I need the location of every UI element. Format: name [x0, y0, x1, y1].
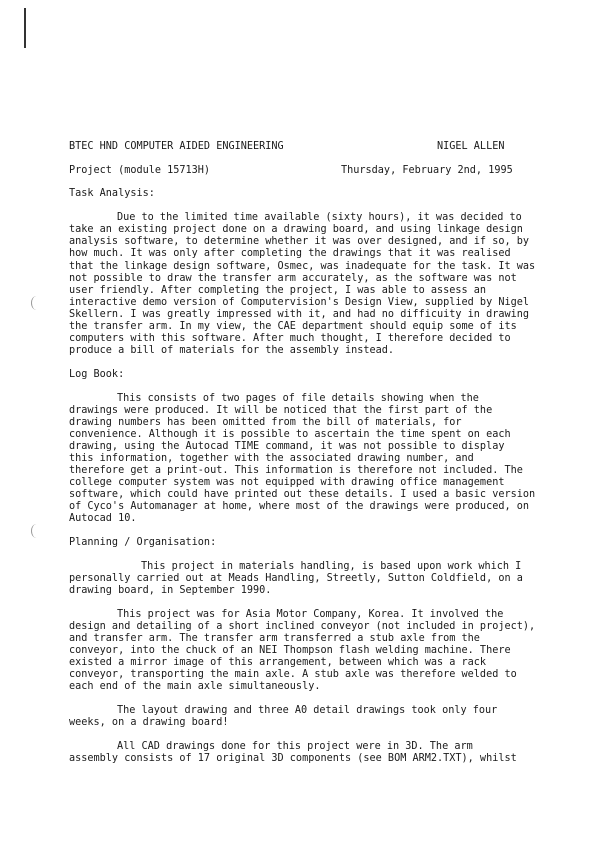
- paragraph-line: design and detailing of a short inclined conveyor (not included in project),: [69, 621, 536, 632]
- paragraph-line: Skellern. I was greatly impressed with it, and had no difficuity in drawing: [69, 309, 530, 320]
- section-heading-task-analysis: Task Analysis:: [69, 188, 155, 199]
- paragraph-line: conveyor, transporting the main axle. A stub axle was therefore welded to: [69, 669, 517, 680]
- paragraph-line: how much. It was only after completing the drawings that it was realised: [69, 248, 511, 259]
- section-heading-planning: Planning / Organisation:: [69, 537, 217, 548]
- paragraph-line: drawings were produced. It will be noticed that the first part of the: [69, 405, 493, 416]
- paragraph-line: drawing board, in September 1990.: [69, 585, 272, 596]
- paragraph-line: personally carried out at Meads Handling, Streetly, Sutton Coldfield, on a: [69, 573, 523, 584]
- paragraph-line: produce a bill of materials for the assembly instead.: [69, 345, 395, 356]
- paragraph-line: computers with this software. After much thought, I therefore decided to: [69, 333, 511, 344]
- paragraph-line: Autocad 10.: [69, 513, 137, 524]
- section-heading-log-book: Log Book:: [69, 369, 125, 380]
- paragraph-line: user friendly. After completing the project, I was able to assess an: [69, 285, 487, 296]
- paragraph-line: convenience. Although it is possible to ascertain the time spent on each: [69, 429, 511, 440]
- document-date: Thursday, February 2nd, 1995: [341, 165, 513, 176]
- paragraph-line: drawing numbers has been omitted from the bill of materials, for: [69, 417, 462, 428]
- paragraph-line: This project was for Asia Motor Company, Korea. It involved the: [117, 609, 504, 620]
- paragraph-line: This consists of two pages of file details showing when the: [117, 393, 479, 404]
- paragraph-line: college computer system was not equipped with drawing office management: [69, 477, 505, 488]
- paragraph-line: analysis software, to determine whether it was over designed, and if so, by: [69, 236, 530, 247]
- paragraph-line: software, which could have printed out these details. I used a basic version: [69, 489, 536, 500]
- paragraph-line: existed a mirror image of this arrangement, between which was a rack: [69, 657, 487, 668]
- margin-mark: [24, 8, 26, 48]
- paragraph-line: interactive demo version of Computervision's Design View, supplied by Nigel: [69, 297, 530, 308]
- paragraph-line: not possible to draw the transfer arm accurately, as the software was not: [69, 273, 517, 284]
- punch-hole-mark: [31, 296, 42, 310]
- paragraph-line: weeks, on a drawing board!: [69, 717, 229, 728]
- paragraph-line: and transfer arm. The transfer arm transferred a stub axle from the: [69, 633, 480, 644]
- paragraph-line: assembly consists of 17 original 3D components (see BOM ARM2.TXT), whilst: [69, 753, 517, 764]
- paragraph-line: Due to the limited time available (sixty hours), it was decided to: [117, 212, 522, 223]
- paragraph-line: this information, together with the associated drawing number, and: [69, 453, 474, 464]
- paragraph-line: of Cyco's Automanager at home, where most of the drawings were produced, on: [69, 501, 530, 512]
- course-title: BTEC HND COMPUTER AIDED ENGINEERING: [69, 141, 284, 152]
- punch-hole-mark: [31, 524, 42, 538]
- paragraph-line: therefore get a print-out. This information is therefore not included. The: [69, 465, 523, 476]
- paragraph-line: This project in materials handling, is based upon work which I: [141, 561, 522, 572]
- project-module: Project (module 15713H): [69, 165, 211, 176]
- paragraph-line: each end of the main axle simultaneously.: [69, 681, 321, 692]
- paragraph-line: conveyor, into the chuck of an NEI Thompson flash welding machine. There: [69, 645, 511, 656]
- paragraph-line: The layout drawing and three A0 detail drawings took only four: [117, 705, 498, 716]
- paragraph-line: that the linkage design software, Osmec, was inadequate for the task. It was: [69, 261, 536, 272]
- paragraph-line: All CAD drawings done for this project were in 3D. The arm: [117, 741, 473, 752]
- paragraph-line: take an existing project done on a drawing board, and using linkage design: [69, 224, 523, 235]
- paragraph-line: drawing, using the Autocad TIME command, it was not possible to display: [69, 441, 505, 452]
- author-name: NIGEL ALLEN: [437, 141, 505, 152]
- paragraph-line: the transfer arm. In my view, the CAE department should equip some of its: [69, 321, 517, 332]
